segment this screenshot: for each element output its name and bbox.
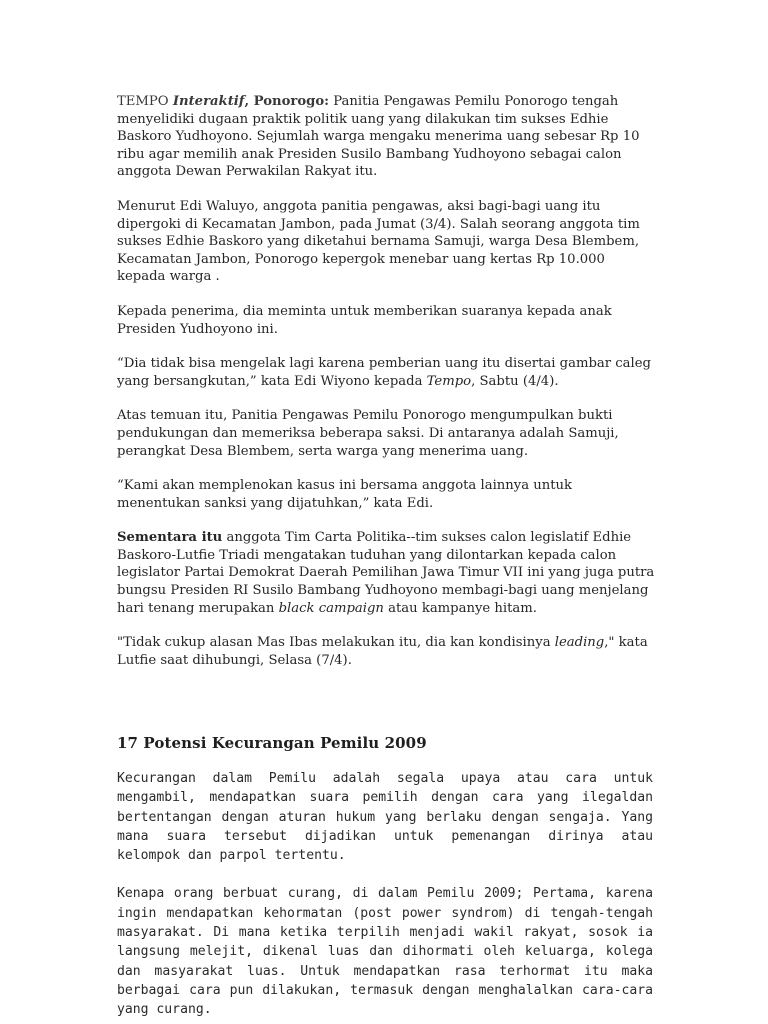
article-paragraph-4-italic: Tempo	[426, 373, 472, 389]
section-body	[117, 769, 653, 1024]
article-paragraph-4-before: “Dia tidak bisa mengelak lagi karena pemberian uang itu disertai gambar caleg yang bersangkutan,” kata Edi Wiyono kepada	[117, 356, 652, 389]
article-paragraph-4-after: , Sabtu (4/4).	[471, 373, 559, 389]
article-paragraph-8-after: ," kata Lutfie saat dihubungi, Selasa (7/4).	[117, 635, 648, 668]
source-name: TEMPO	[117, 94, 169, 109]
article-paragraph-3: Kepada penerima, dia meminta untuk memberikan suaranya kepada anak Presiden Yudhoyono ini.	[117, 303, 612, 337]
section-paragraph-2: Kenapa orang berbuat curang, di dalam Pemilu 2009; Pertama, karena ingin mendapatkan kehormatan (post power syndrom) di tengah-tengah masyarakat. Di mana ketika terpilih menjadi wakil rakyat, sosok ia langsung melejit, dikenal luas dan dihormati oleh keluarga, kolega dan masyarakat luas. Untuk mendapatkan rasa terhormat itu maka berbagai cara pun dilakukan, termasuk dengan menghalalkan cara-cara yang curang.	[117, 886, 653, 1018]
article-paragraph-7-italic: black campaign	[278, 600, 384, 616]
article-paragraph-6: “Kami akan memplenokan kasus ini bersama anggota lainnya untuk menentukan sanksi yang dijatuhkan,” kata Edi.	[117, 478, 573, 511]
article-paragraph-1	[117, 93, 657, 181]
news-article	[117, 93, 657, 686]
dateline	[117, 94, 329, 109]
article-paragraph-2: Menurut Edi Waluyo, anggota panitia pengawas, aksi bagi-bagi uang itu dipergoki di Kecamatan Jambon, pada Jumat (3/4). Salah seorang anggota tim sukses Edhie Baskoro yang diketahui bernama Samuji, warga Desa Blembem, Kecamatan Jambon, Ponorogo kepergok menebar uang kertas Rp 10.000 kepada warga .	[117, 198, 640, 285]
article-paragraph-8-italic: leading	[554, 635, 605, 651]
article-paragraph-4	[117, 355, 657, 390]
article-paragraph-1-text: Panitia Pengawas Pemilu Ponorogo tengah menyelidiki dugaan praktik politik uang yang dilakukan tim sukses Edhie Baskoro Yudhoyono. Sejumlah warga mengaku menerima uang sebesar Rp 10 ribu agar memilih anak Presiden Susilo Bambang Yudhoyono sebagai calon anggota Dewan Perwakilan Rakyat itu.	[117, 94, 640, 180]
article-paragraph-7-after: atau kampanye hitam.	[383, 600, 537, 616]
article-paragraph-7-before: anggota Tim Carta Politika--tim sukses calon legislatif Edhie Baskoro-Lutfie Triadi mengatakan tuduhan yang dilontarkan kepada calon legislator Partai Demokrat Daerah Pemilihan Jawa Timur VII ini yang juga putra bungsu Presiden RI Susilo Bambang Yudhoyono membagi-bagi uang menjelang hari tenang merupakan	[117, 530, 655, 616]
source-name-italic: Interaktif	[172, 94, 245, 109]
article-paragraph-5: Atas temuan itu, Panitia Pengawas Pemilu Ponorogo mengumpulkan bukti pendukungan dan memeriksa beberapa saksi. Di antaranya adalah Samuji, perangkat Desa Blembem, serta warga yang menerima uang.	[117, 408, 619, 459]
section-heading: 17 Potensi Kecurangan Pemilu 2009	[117, 734, 427, 752]
article-paragraph-8	[117, 634, 657, 669]
dateline-place: , Ponorogo:	[244, 94, 330, 109]
article-paragraph-8-before: "Tidak cukup alasan Mas Ibas melakukan itu, dia kan kondisinya	[117, 635, 555, 651]
article-paragraph-7	[117, 529, 657, 617]
article-paragraph-7-bold: Sementara itu	[117, 530, 223, 546]
section-paragraph-1: Kecurangan dalam Pemilu adalah segala upaya atau cara untuk mengambil, mendapatkan suara pemilih dengan cara yang ilegaldan bertentangan dengan aturan hukum yang berlaku dengan sengaja. Yang mana suara tersebut dijadikan untuk pemenangan dirinya atau kelompok dan parpol tertentu.	[117, 771, 653, 864]
